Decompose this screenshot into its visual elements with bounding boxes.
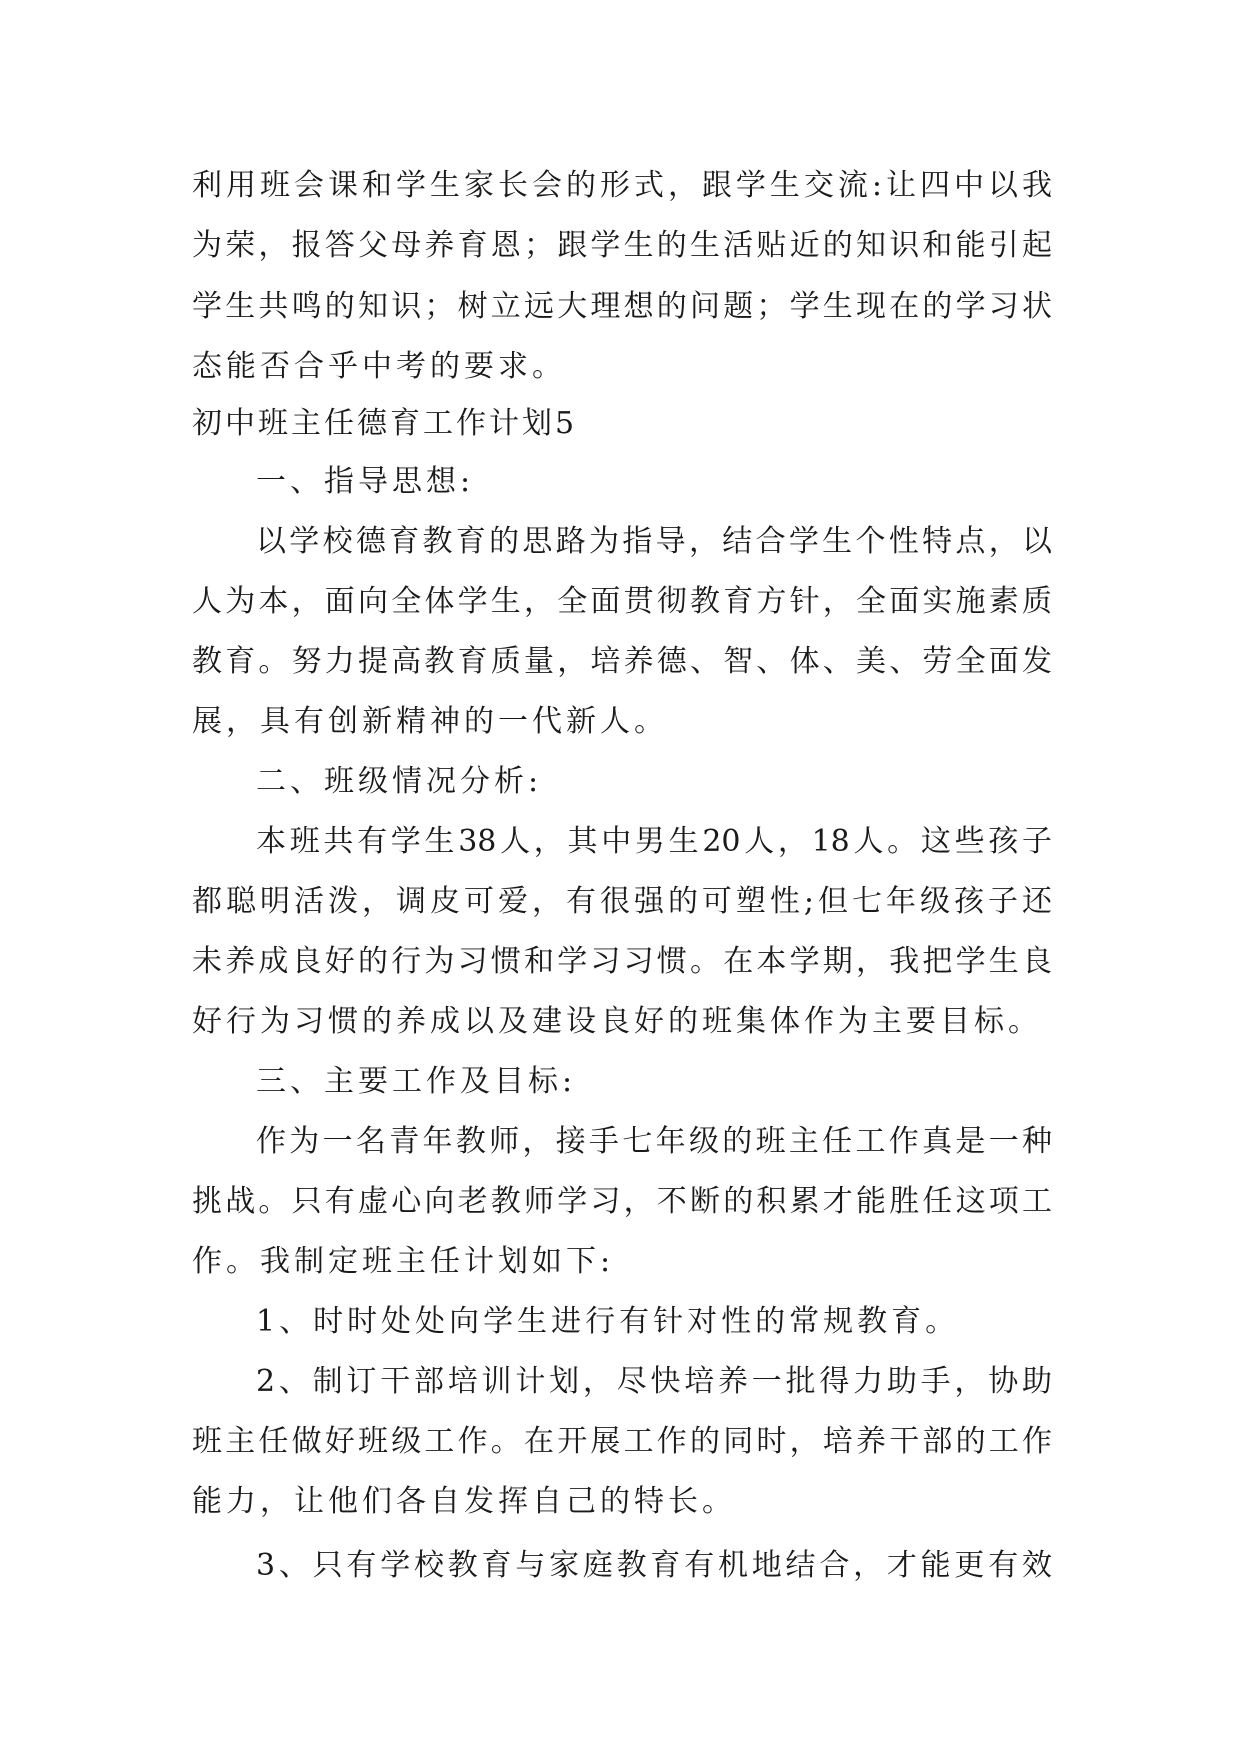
paragraph-line: 利用班会课和学生家长会的形式，跟学生交流:让四中以我 bbox=[192, 168, 1052, 203]
paragraph-line: 班主任做好班级工作。在开展工作的同时，培养干部的工作 bbox=[192, 1424, 1052, 1459]
paragraph-line: 人为本，面向全体学生，全面贯彻教育方针，全面实施素质 bbox=[192, 584, 1052, 619]
heading-class-analysis: 二、班级情况分析: bbox=[256, 764, 543, 799]
paragraph-line: 以学校德育教育的思路为指导，结合学生个性特点，以 bbox=[256, 524, 1052, 559]
paragraph-line: 展，具有创新精神的一代新人。 bbox=[192, 704, 668, 739]
list-item: 3、只有学校教育与家庭教育有机地结合，才能更有效 bbox=[256, 1548, 1052, 1583]
paragraph-line: 挑战。只有虚心向老教师学习，不断的积累才能胜任这项工 bbox=[192, 1184, 1052, 1219]
paragraph-line: 本班共有学生38人，其中男生20人，18人。这些孩子 bbox=[256, 824, 1052, 859]
paragraph-line: 作为一名青年教师，接手七年级的班主任工作真是一种 bbox=[256, 1124, 1052, 1159]
paragraph-line: 能力，让他们各自发挥自己的特长。 bbox=[192, 1484, 736, 1519]
paragraph-line: 教育。努力提高教育质量，培养德、智、体、美、劳全面发 bbox=[192, 644, 1052, 679]
paragraph-line: 态能否合乎中考的要求。 bbox=[192, 349, 566, 384]
paragraph-line: 未养成良好的行为习惯和学习习惯。在本学期，我把学生良 bbox=[192, 944, 1052, 979]
section-title: 初中班主任德育工作计划5 bbox=[192, 406, 578, 441]
paragraph-line: 为荣，报答父母养育恩；跟学生的生活贴近的知识和能引起 bbox=[192, 228, 1052, 263]
paragraph-line: 都聪明活泼，调皮可爱，有很强的可塑性;但七年级孩子还 bbox=[192, 884, 1052, 919]
heading-main-work: 三、主要工作及目标: bbox=[256, 1064, 577, 1099]
heading-guiding-thought: 一、指导思想: bbox=[256, 464, 475, 499]
paragraph-line: 作。我制定班主任计划如下: bbox=[192, 1244, 615, 1279]
list-item: 1、时时处处向学生进行有针对性的常规教育。 bbox=[256, 1304, 960, 1339]
paragraph-line: 好行为习惯的养成以及建设良好的班集体作为主要目标。 bbox=[192, 1004, 1042, 1039]
list-item: 2、制订干部培训计划，尽快培养一批得力助手，协助 bbox=[256, 1364, 1052, 1399]
paragraph-line: 学生共鸣的知识；树立远大理想的问题；学生现在的学习状 bbox=[192, 289, 1052, 324]
